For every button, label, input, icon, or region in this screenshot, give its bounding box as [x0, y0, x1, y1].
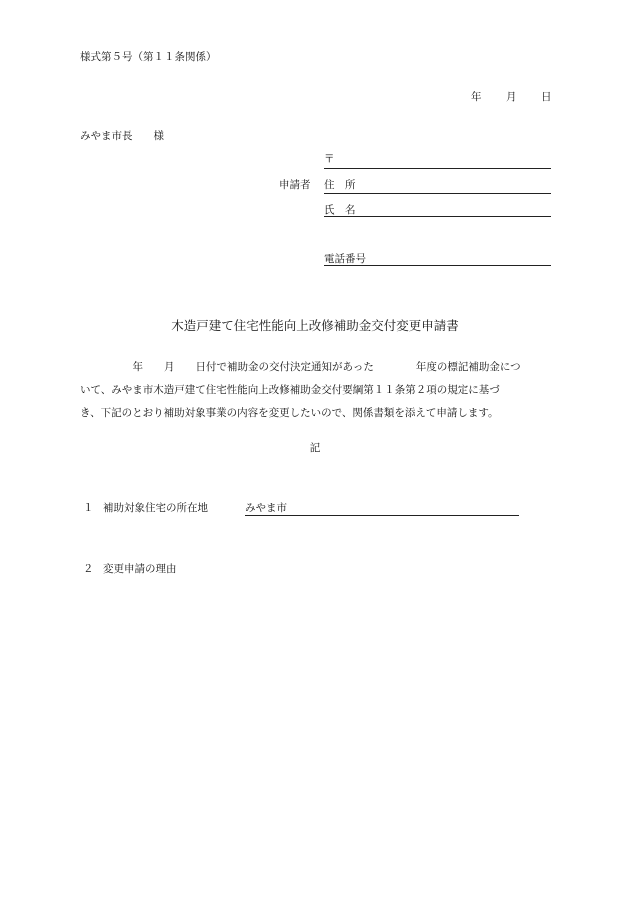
name-field[interactable]	[324, 216, 551, 217]
date-month-label: 月	[506, 91, 517, 103]
date-year-label: 年	[471, 91, 482, 103]
item-label: 補助対象住宅の所在地	[103, 502, 208, 514]
body-line: いて、みやま市木造戸建て住宅性能向上改修補助金交付要綱第１１条第２項の規定に基づ	[80, 384, 500, 396]
body-paragraph	[80, 356, 552, 425]
name-label: 氏 名	[324, 204, 356, 216]
item-number: ２	[83, 563, 94, 575]
location-value: みやま市	[245, 502, 287, 514]
body-line: 年 月 日付で補助金の交付決定通知があった 年度の標記補助金につ	[80, 361, 521, 373]
body-line: き、下記のとおり補助対象事業の内容を変更したいので、関係書類を添えて申請します。	[80, 407, 499, 419]
form-number: 様式第５号（第１１条関係）	[80, 51, 217, 63]
date-day-label: 日	[541, 91, 552, 103]
location-field[interactable]	[245, 515, 519, 516]
ki-heading: 記	[309, 442, 321, 454]
phone-label: 電話番号	[324, 253, 366, 265]
address-field[interactable]	[324, 193, 551, 194]
phone-field[interactable]	[324, 265, 551, 266]
item-label: 変更申請の理由	[103, 563, 177, 575]
document-title: 木造戸建て住宅性能向上改修補助金交付変更申請書	[171, 318, 459, 333]
address-label: 住 所	[324, 179, 356, 191]
postal-code-field[interactable]	[324, 168, 551, 169]
addressee: みやま市長 様	[80, 130, 164, 142]
applicant-role-label: 申請者	[279, 179, 311, 191]
item-number: １	[83, 502, 94, 514]
postal-mark: 〒	[324, 153, 335, 165]
